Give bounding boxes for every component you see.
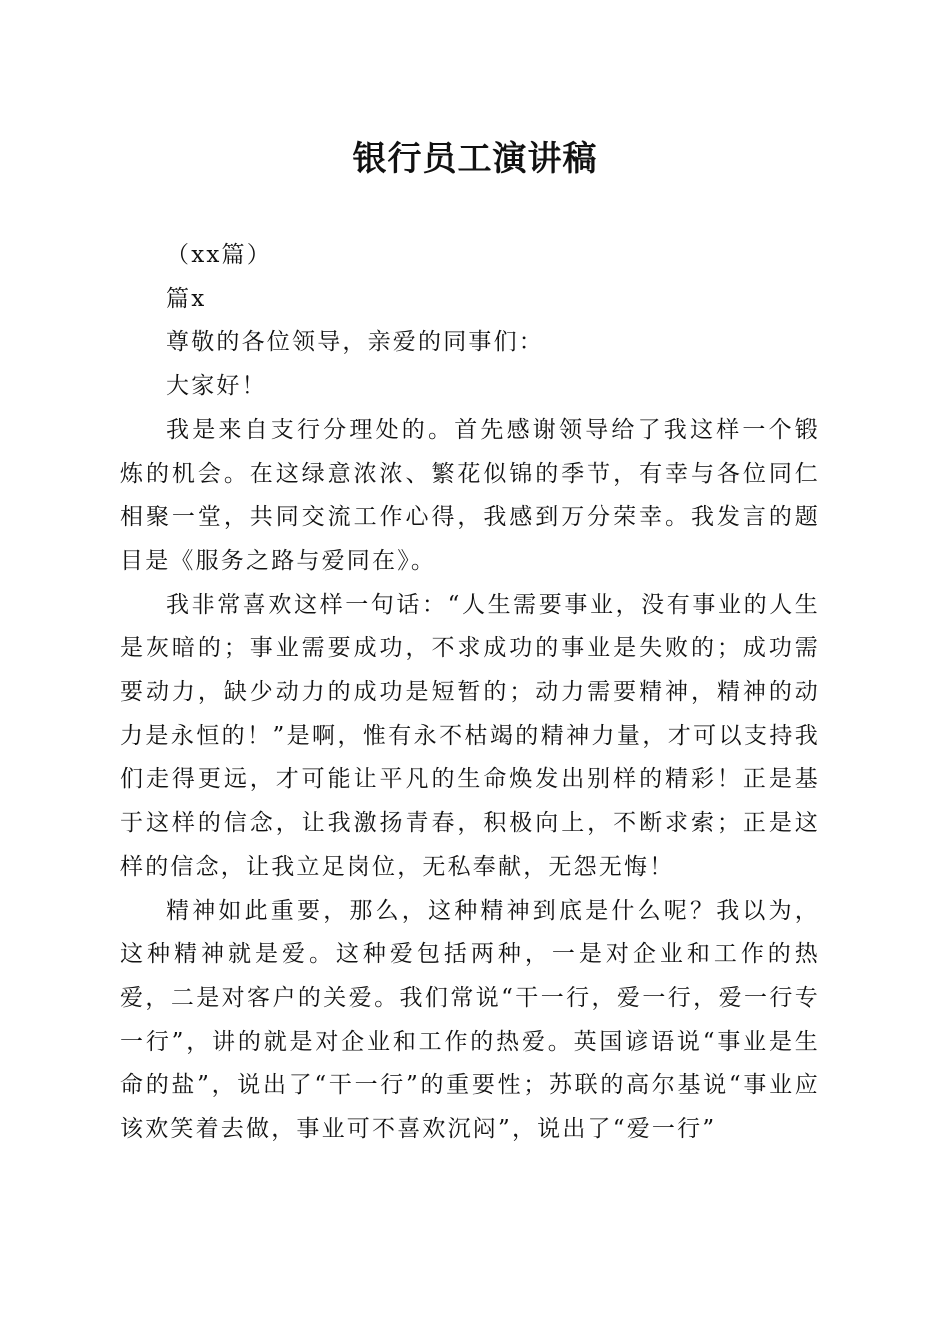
subtitle-paragraph: （xx篇） (166, 242, 272, 268)
body-paragraph: 精神如此重要，那么，这种精神到底是什么呢？我以为，这种精神就是爱。这种爱包括两种，一是对企业和工作的热爱，二是对客户的关爱。我们常说“干一行，爱一行，爱一行专一行”，讲的就是对企业和工作的热爱。英国谚语说“事业是生命的盐”，说出了“干一行”的重要性；苏联的高尔基说“事业应该欢笑着去做，事业可不喜欢沉闷”，说出了“爱一行” (120, 897, 820, 1143)
section-heading: 篇x (166, 285, 207, 312)
document-title: 银行员工演讲稿 (352, 139, 598, 179)
body-paragraph: 我非常喜欢这样一句话：“人生需要事业，没有事业的人生是灰暗的；事业需要成功，不求成功的事业是失败的；成功需要动力，缺少动力的成功是短暂的；动力需要精神，精神的动力是永恒的！”是啊，惟有永不枯竭的精神力量，才可以支持我们走得更远，才可能让平凡的生命焕发出别样的精彩！正是基于这样的信念，让我激扬青春，积极向上，不断求索；正是这样的信念，让我立足岗位，无私奉献，无怨无悔！ (120, 591, 820, 880)
document-body (120, 234, 820, 1152)
salutation-paragraph: 尊敬的各位领导，亲爱的同事们： (166, 329, 544, 356)
greeting-paragraph: 大家好！ (166, 373, 267, 400)
body-paragraph: 我是来自支行分理处的。首先感谢领导给了我这样一个锻炼的机会。在这绿意浓浓、繁花似锦的季节，有幸与各位同仁相聚一堂，共同交流工作心得，我感到万分荣幸。我发言的题目是《服务之路与爱同在》。 (120, 416, 820, 574)
